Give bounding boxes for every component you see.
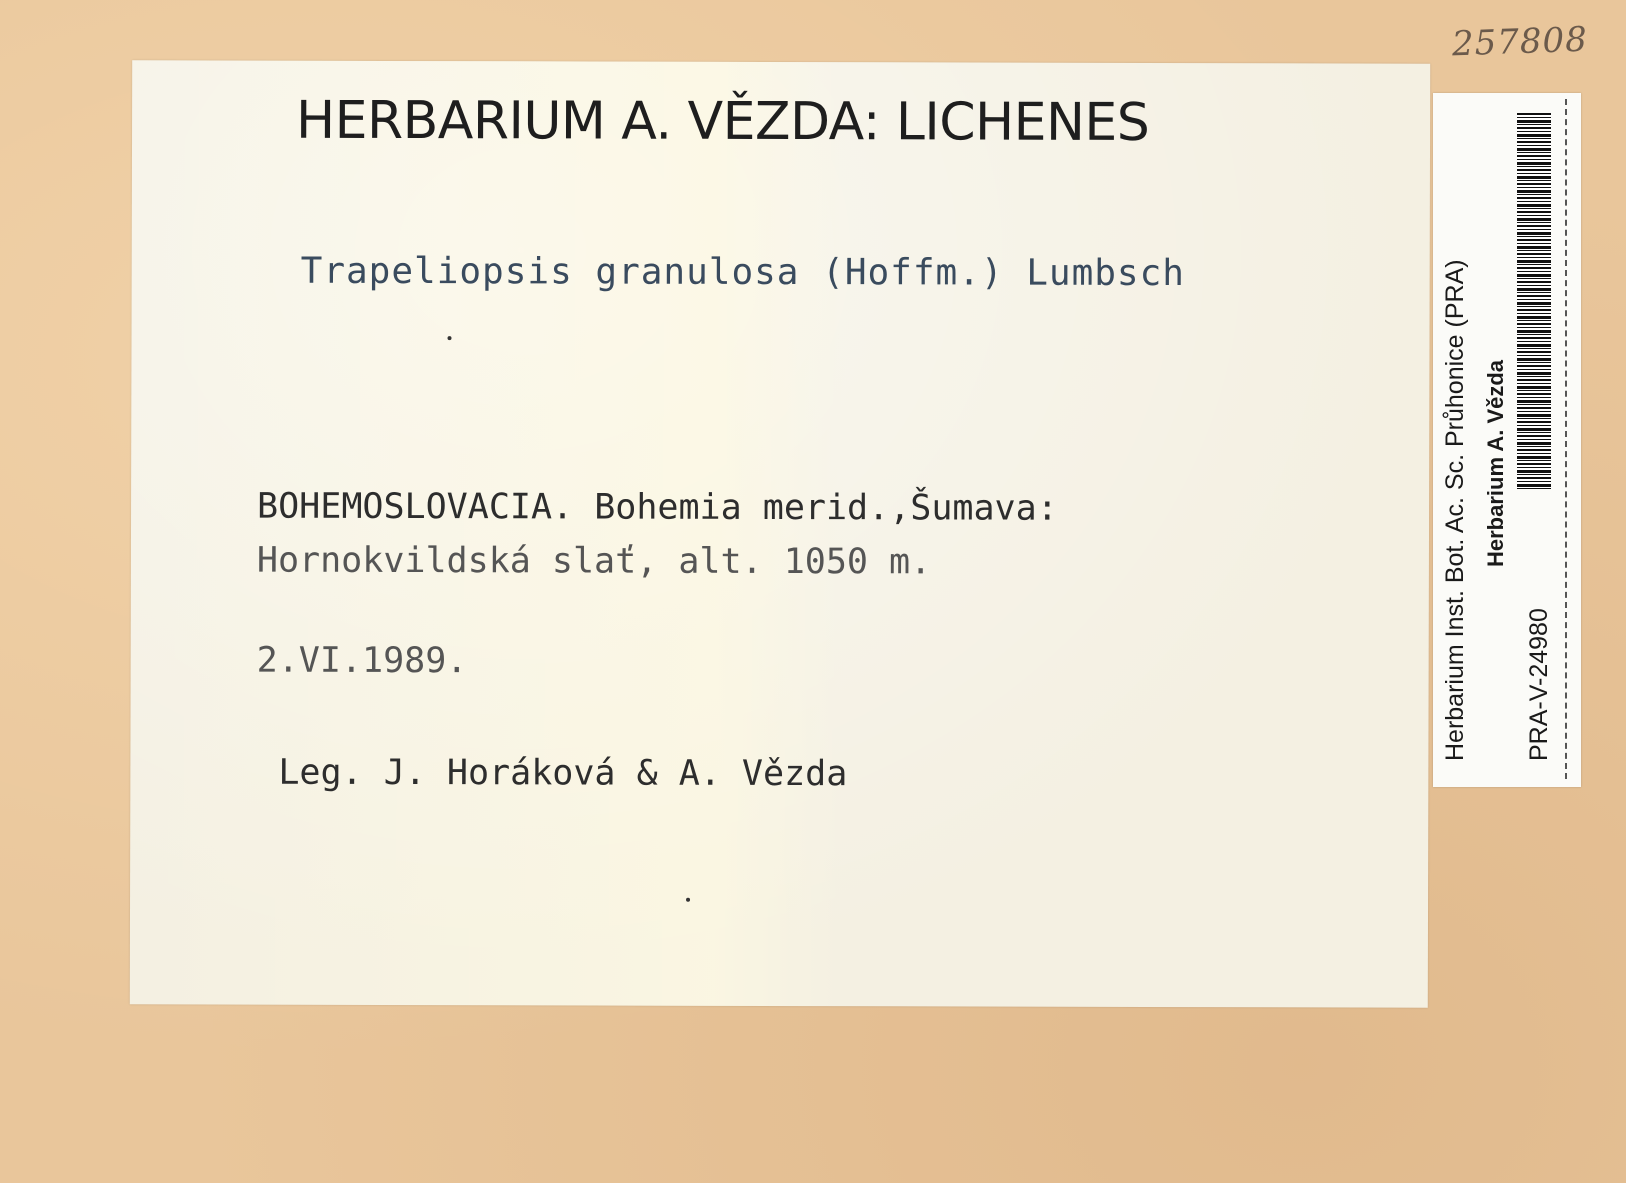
herbarium-label bbox=[130, 60, 1430, 1007]
collection-name: Herbarium A. Vězda bbox=[1483, 359, 1508, 567]
collection-date: 2.VI.1989. bbox=[256, 640, 468, 682]
barcode bbox=[1517, 113, 1551, 489]
ink-speck bbox=[448, 336, 452, 340]
perforation-line bbox=[1565, 99, 1567, 779]
ink-speck bbox=[686, 898, 690, 902]
specimen-id: PRA-V-24980 bbox=[1525, 608, 1553, 761]
locality-line-1: BOHEMOSLOVACIA. Bohemia merid.,Šumava: bbox=[257, 486, 1058, 529]
collector: Leg. J. Horáková & A. Vězda bbox=[278, 752, 848, 795]
taxon-name: Trapeliopsis granulosa (Hoffm.) Lumbsch bbox=[300, 250, 1186, 295]
label-header: HERBARIUM A. VĚZDA: LICHENES bbox=[296, 90, 1150, 153]
barcode-strip bbox=[1433, 93, 1581, 787]
locality-line-2: Hornokvildská slať, alt. 1050 m. bbox=[256, 540, 932, 583]
handwritten-accession-number: 257808 bbox=[1451, 19, 1589, 65]
institution-name: Herbarium Inst. Bot. Ac. Sc. Průhonice (PRA) bbox=[1441, 259, 1469, 761]
